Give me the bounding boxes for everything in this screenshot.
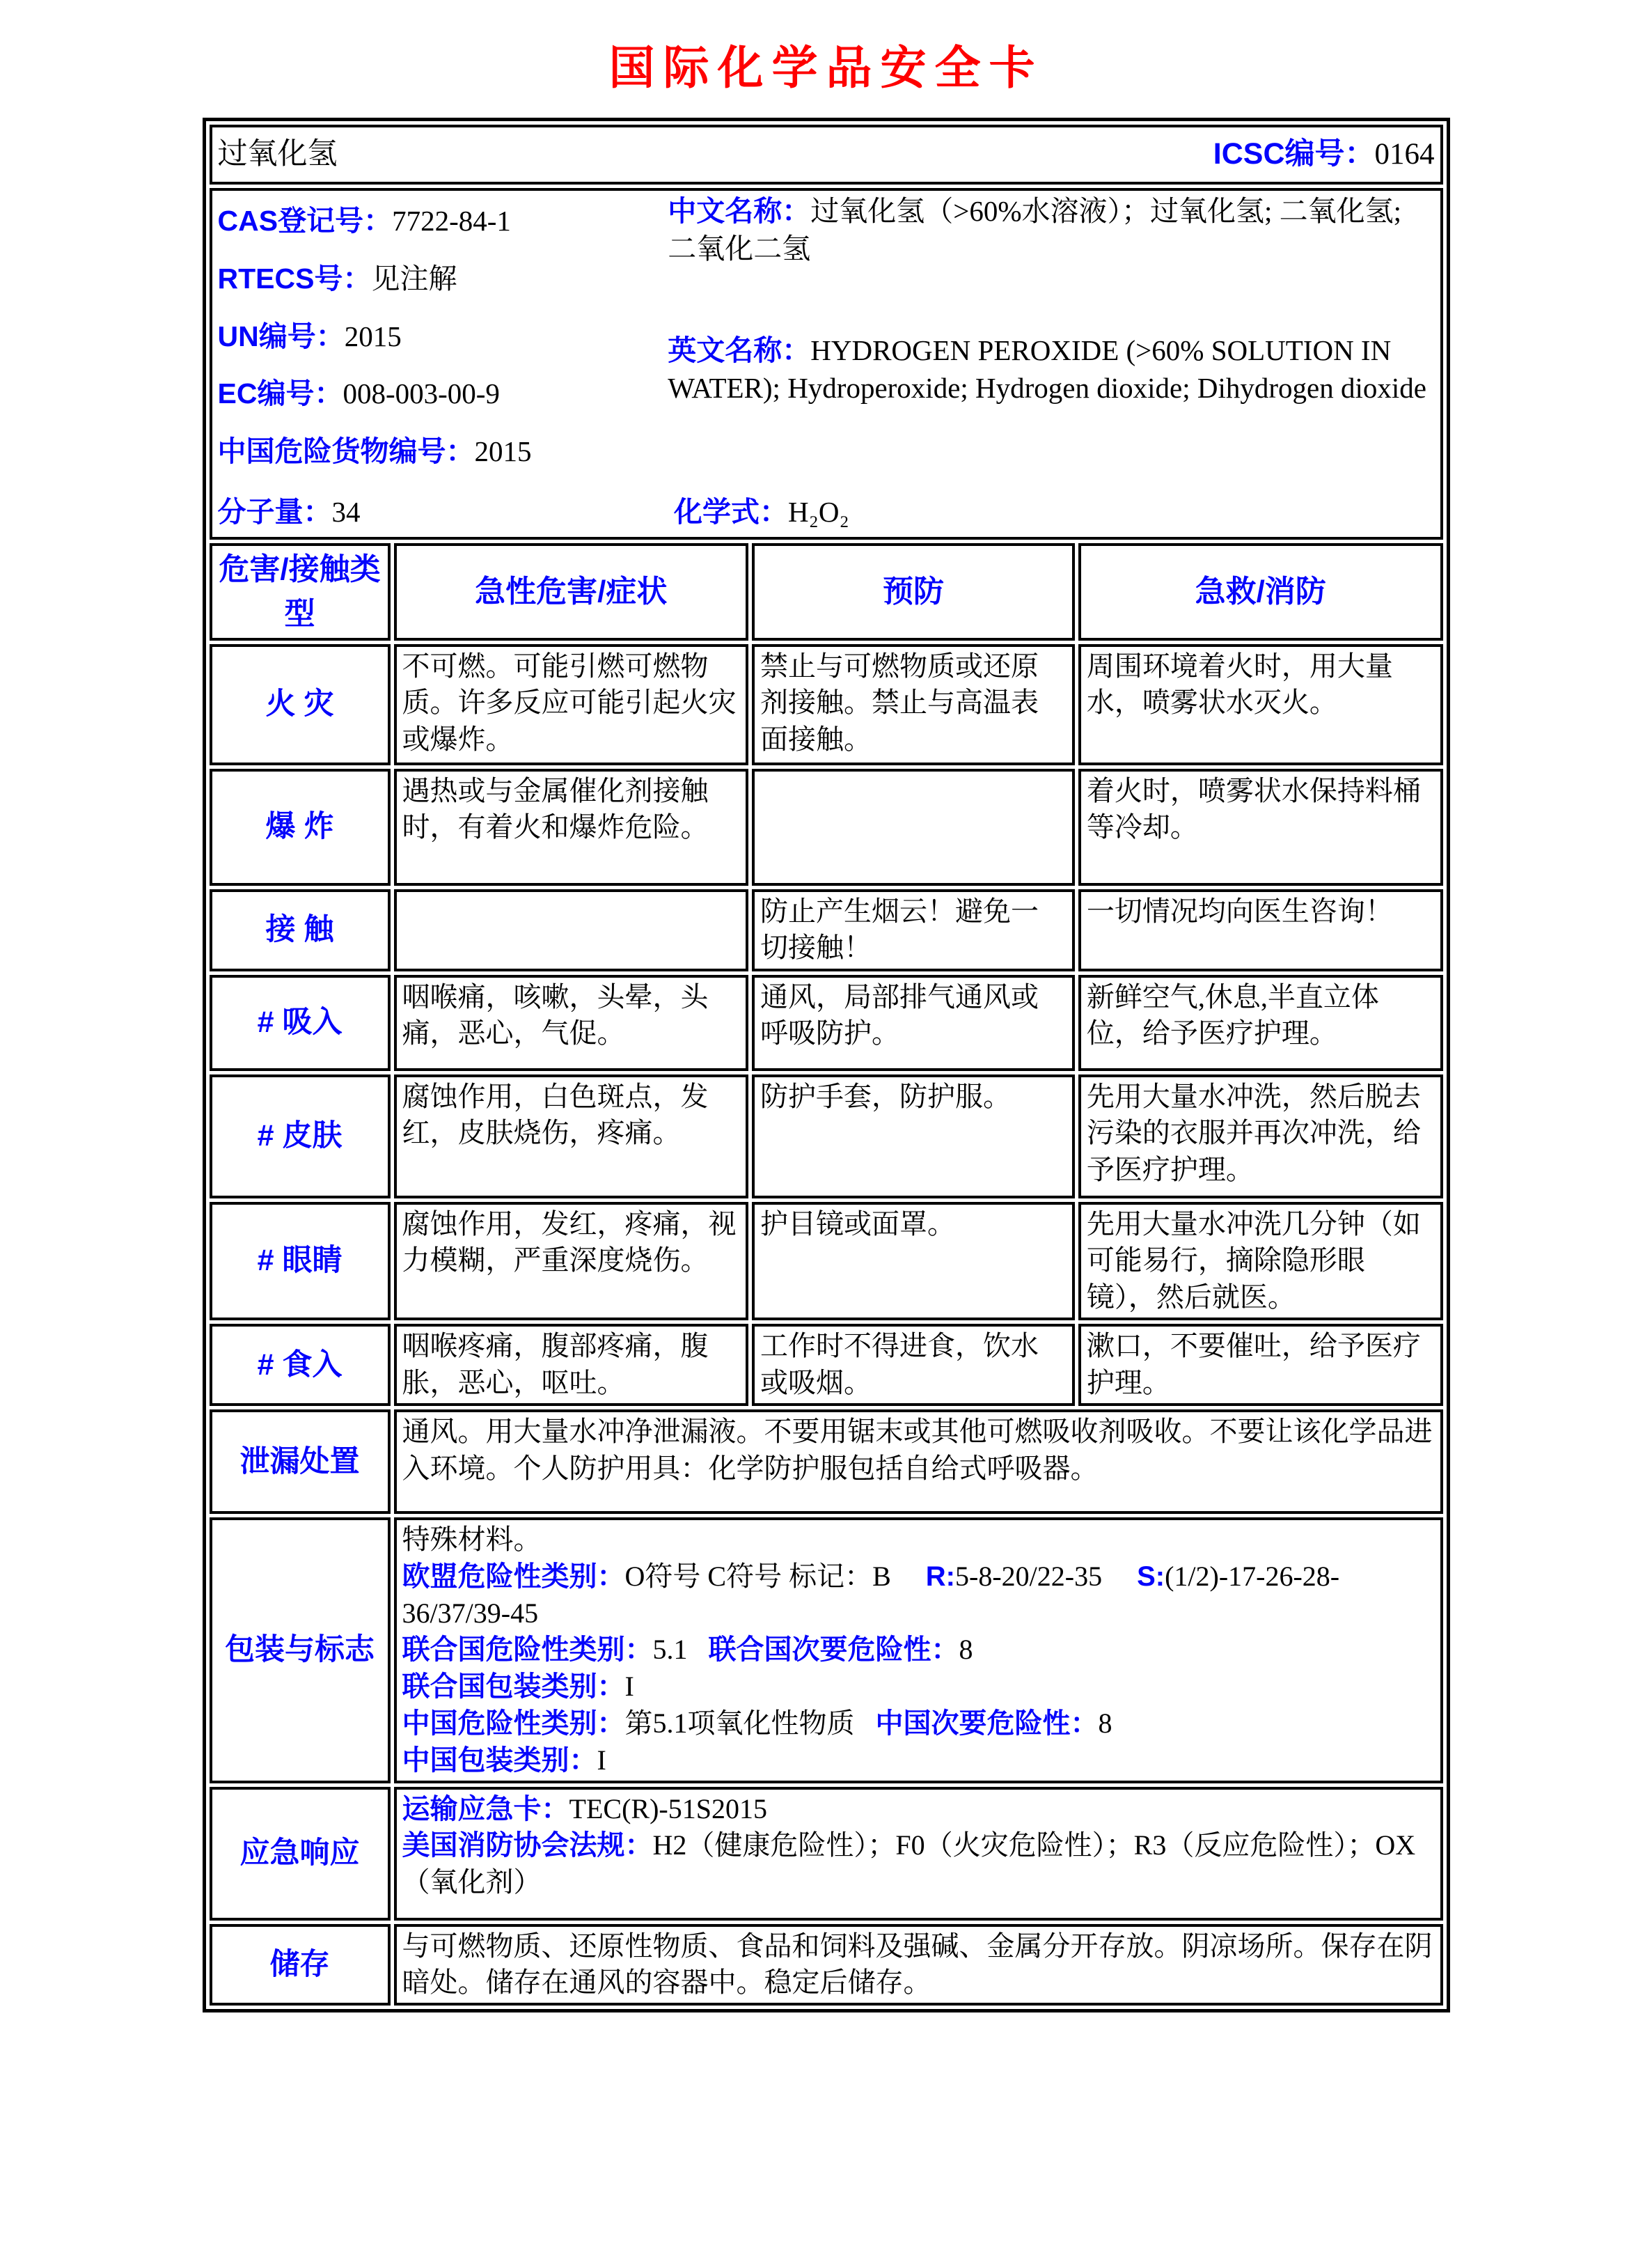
section-text-segment: 特殊材料。 — [402, 1523, 542, 1555]
page-title: 国际化学品安全卡 — [608, 42, 1044, 93]
section-text-segment: 第5.1项氧化性物质 — [624, 1707, 876, 1739]
identification-section — [218, 192, 1435, 533]
chemical-formula-value: H₂O₂ — [788, 495, 849, 528]
section-text-segment: TEC(R)-51S2015 — [569, 1792, 767, 1824]
section-text-segment: 中国次要危险性： — [875, 1707, 1099, 1739]
registry-value: 7722-84-1 — [392, 205, 511, 237]
icsc-number: 0164 — [1374, 138, 1435, 171]
section-text-segment: 通风。用大量水冲净泄漏液。不要用锯末或其他可燃吸收剂吸收。不要让该化学品进入环境。个人防护用具：化学防护服包括自给式呼吸器。 — [402, 1415, 1433, 1484]
section-text-segment: H2（健康危险性）；F0（火灾危险性）；R3（反应危险性）；OX（氧化剂） — [402, 1829, 1416, 1898]
section-text-segment: 中国包装类别： — [402, 1744, 597, 1776]
hazard-type-cell: # 皮肤 — [210, 1074, 391, 1198]
registry-value: 2015 — [344, 320, 402, 352]
hazard-row — [210, 1074, 1443, 1198]
section-content-cell — [394, 1787, 1443, 1921]
hazard-prevention-cell — [752, 769, 1075, 886]
chinese-name-label: 中文名称： — [668, 195, 811, 227]
hazard-prevention-cell: 防护手套，防护服。 — [752, 1074, 1075, 1198]
hazard-prevention-cell: 护目镜或面罩。 — [752, 1202, 1075, 1320]
chemical-formula-label: 化学式： — [674, 495, 788, 528]
hazard-type-cell: 火 灾 — [210, 644, 391, 765]
registry-value: 2015 — [474, 435, 532, 468]
section-text-segment: 美国消防协会法规： — [402, 1830, 653, 1861]
hazard-symptoms-cell: 遇热或与金属催化剂接触时，有着火和爆炸危险。 — [394, 769, 749, 886]
icsc-number-group — [1213, 134, 1435, 175]
section-text-segment: I — [624, 1671, 634, 1703]
registry-label: 中国危险货物编号： — [217, 435, 475, 468]
hazard-first-aid-cell: 先用大量水冲洗几分钟（如可能易行，摘除隐形眼镜），然后就医。 — [1078, 1202, 1443, 1320]
registry-item — [218, 250, 668, 308]
hazard-symptoms-cell: 咽喉痛，咳嗽，头晕，头痛，恶心，气促。 — [394, 975, 749, 1071]
section-content-cell — [394, 1924, 1443, 2006]
hazard-row — [210, 769, 1443, 886]
molecular-weight-value: 34 — [331, 495, 361, 528]
registry-label: EC编号： — [217, 377, 343, 410]
registry-value: 008-003-00-9 — [343, 377, 500, 410]
section-text-segment: O符号 C符号 标记：B — [624, 1560, 926, 1592]
molecular-info-row — [218, 493, 1435, 533]
section-text-segment: 联合国包装类别： — [402, 1671, 625, 1703]
hazard-first-aid-cell: 新鲜空气,休息,半直立体位，给予医疗护理。 — [1078, 975, 1443, 1071]
section-text-segment: 联合国危险性类别： — [402, 1634, 653, 1666]
section-title-cell: 包装与标志 — [210, 1517, 391, 1783]
hazard-symptoms-cell: 咽喉疼痛，腹部疼痛，腹胀，恶心，呕吐。 — [394, 1324, 749, 1406]
section-text-segment: R: — [925, 1561, 955, 1592]
section-line — [402, 1742, 1435, 1779]
registry-list — [218, 192, 668, 493]
hazard-first-aid-cell: 周围环境着火时，用大量水，喷雾状水灭火。 — [1078, 644, 1443, 765]
section-text-segment: 8 — [959, 1634, 973, 1666]
hazard-row — [210, 889, 1443, 971]
registry-value: 见注解 — [371, 262, 457, 295]
section-content-cell — [394, 1409, 1443, 1514]
hazard-row — [210, 1202, 1443, 1320]
card-title-row — [210, 125, 1443, 185]
section-content-cell — [394, 1517, 1443, 1783]
section-line — [402, 1632, 1435, 1668]
registry-label: UN编号： — [217, 320, 345, 352]
section-row — [210, 1517, 1443, 1783]
section-line — [402, 1522, 1435, 1558]
chemical-name: 过氧化氢 — [217, 137, 338, 171]
hazard-row — [210, 644, 1443, 765]
card-titlebar — [218, 134, 1435, 175]
english-name-label: 英文名称： — [668, 334, 811, 367]
section-text-segment: 中国危险性类别： — [402, 1707, 625, 1739]
hazard-first-aid-cell: 漱口，不要催吐，给予医疗护理。 — [1078, 1324, 1443, 1406]
hazard-type-cell: # 吸入 — [210, 975, 391, 1071]
registry-label: CAS登记号： — [217, 205, 393, 237]
section-line — [402, 1558, 1435, 1632]
hazard-prevention-cell: 通风，局部排气通风或呼吸防护。 — [752, 975, 1075, 1071]
section-text-segment: (1/2)-17-26-28-36/37/39-45 — [402, 1560, 1340, 1629]
section-text-segment: 5-8-20/22-35 — [955, 1560, 1138, 1592]
identification-row — [210, 188, 1443, 540]
section-line — [402, 1668, 1435, 1705]
section-text-segment: 5.1 — [652, 1634, 709, 1666]
header-hazard-type: 危害/接触类型 — [210, 543, 391, 641]
header-acute-symptoms: 急性危害/症状 — [394, 543, 749, 641]
chinese-name-line — [668, 192, 1434, 267]
names-block — [668, 192, 1434, 493]
section-line — [402, 1928, 1435, 2002]
section-text-segment: 联合国次要危险性： — [708, 1634, 959, 1666]
hazard-type-cell: # 眼睛 — [210, 1202, 391, 1320]
section-text-segment: 与可燃物质、还原性物质、食品和饲料及强碱、金属分开存放。阴凉场所。保存在阴暗处。储存在通风的容器中。稳定后储存。 — [402, 1930, 1433, 1999]
hazard-prevention-cell: 防止产生烟云！避免一切接触！ — [752, 889, 1075, 971]
section-text-segment: 运输应急卡： — [402, 1793, 569, 1824]
english-name-line — [668, 331, 1434, 407]
section-row — [210, 1787, 1443, 1921]
chinese-name-value: 过氧化氢（>60%水溶液）；过氧化氢; 二氧化氢; 二氧化二氢 — [668, 195, 1402, 265]
section-line — [402, 1791, 1435, 1828]
hazard-symptoms-cell: 不可燃。可能引燃可燃物质。许多反应可能引起火灾或爆炸。 — [394, 644, 749, 765]
registry-item — [218, 365, 668, 423]
section-line — [402, 1414, 1435, 1487]
registry-label: RTECS号： — [217, 262, 372, 295]
section-line — [402, 1827, 1435, 1901]
hazard-first-aid-cell: 着火时，喷雾状水保持料桶等冷却。 — [1078, 769, 1443, 886]
icsc-label: ICSC编号： — [1213, 137, 1375, 171]
chemical-formula — [674, 493, 849, 531]
hazard-type-cell: # 食入 — [210, 1324, 391, 1406]
section-title-cell: 应急响应 — [210, 1787, 391, 1921]
section-text-segment: 欧盟危险性类别： — [402, 1561, 625, 1592]
section-text-segment: 8 — [1098, 1707, 1112, 1739]
section-line — [402, 1705, 1435, 1742]
hazard-type-cell: 爆 炸 — [210, 769, 391, 886]
hazard-symptoms-cell: 腐蚀作用，白色斑点，发红，皮肤烧伤，疼痛。 — [394, 1074, 749, 1198]
hazard-type-cell: 接 触 — [210, 889, 391, 971]
english-name-value: HYDROGEN PEROXIDE (>60% SOLUTION IN WATER); Hydroperoxide; Hydrogen dioxide; Dihydrogen dioxide — [668, 334, 1426, 405]
section-title-cell: 储存 — [210, 1924, 391, 2006]
section-text-segment: S: — [1137, 1561, 1165, 1592]
section-row — [210, 1924, 1443, 2006]
header-first-aid: 急救/消防 — [1078, 543, 1443, 641]
registry-item — [218, 308, 668, 366]
molecular-weight — [218, 493, 675, 531]
section-row — [210, 1409, 1443, 1514]
hazard-prevention-cell: 工作时不得进食，饮水或吸烟。 — [752, 1324, 1075, 1406]
hazard-first-aid-cell: 先用大量水冲洗，然后脱去污染的衣服并再次冲洗，给予医疗护理。 — [1078, 1074, 1443, 1198]
hazard-row — [210, 975, 1443, 1071]
hazard-symptoms-cell: 腐蚀作用，发红，疼痛，视力模糊，严重深度烧伤。 — [394, 1202, 749, 1320]
hazard-symptoms-cell — [394, 889, 749, 971]
header-prevention: 预防 — [752, 543, 1075, 641]
section-title-cell: 泄漏处置 — [210, 1409, 391, 1514]
registry-item — [218, 423, 668, 480]
hazard-first-aid-cell: 一切情况均向医生咨询！ — [1078, 889, 1443, 971]
hazard-row — [210, 1324, 1443, 1406]
hazard-table-header — [210, 543, 1443, 641]
registry-item — [218, 192, 668, 250]
icsc-card-table — [203, 118, 1450, 2012]
molecular-weight-label: 分子量： — [217, 495, 332, 528]
hazard-prevention-cell: 禁止与可燃物质或还原剂接触。禁止与高温表面接触。 — [752, 644, 1075, 765]
section-text-segment: I — [597, 1744, 606, 1776]
